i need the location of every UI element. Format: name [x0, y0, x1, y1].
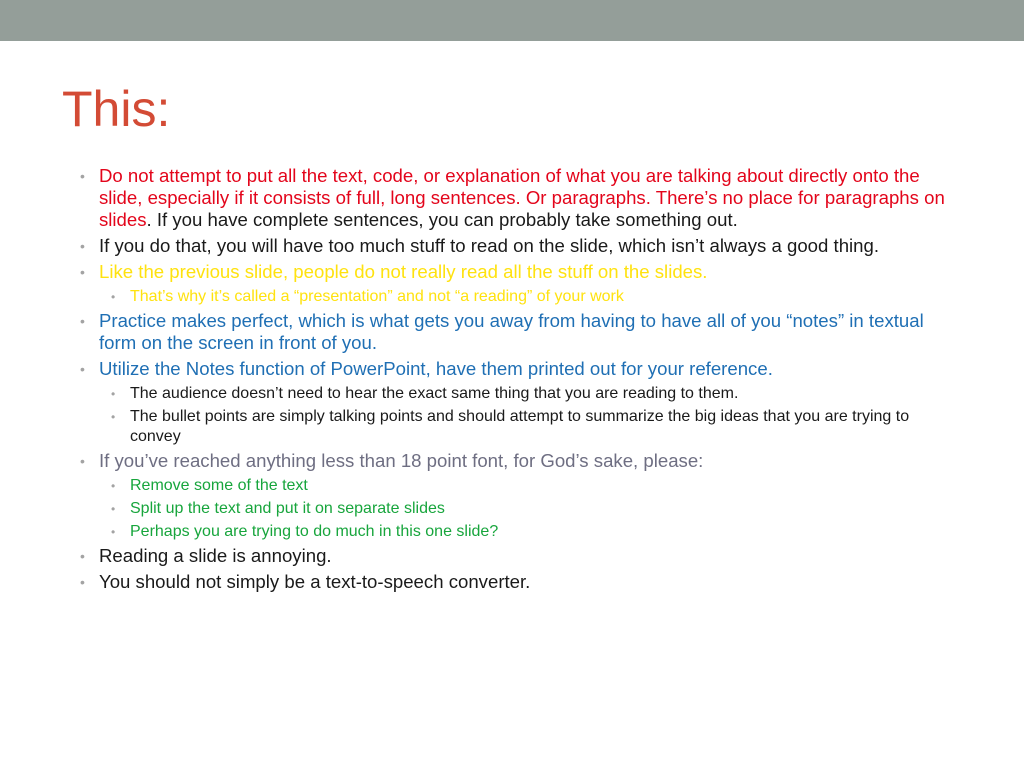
sub-bullet-item: [111, 407, 950, 447]
bullet-icon: •: [111, 290, 116, 304]
bullet-item: [80, 235, 950, 257]
bullet-icon: •: [111, 410, 116, 424]
bullet-text: [99, 235, 879, 256]
bullet-icon: •: [80, 168, 85, 184]
bullet-item: [80, 571, 950, 593]
bullet-icon: •: [111, 479, 116, 493]
bullet-item: [80, 450, 950, 472]
bullet-text: [130, 385, 738, 402]
sub-bullet-item: [111, 499, 950, 519]
bullet-text-segment: Like the previous slide, people do not really read all the stuff on the slides.: [99, 261, 708, 282]
bullet-text-segment: The bullet points are simply talking points and should attempt to summarize the big ideas that you are trying to convey: [130, 408, 910, 445]
bullet-icon: •: [80, 238, 85, 254]
bullet-text-segment: That’s why it’s called a “presentation” and not “a reading” of your work: [130, 288, 624, 305]
bullet-text-segment: You should not simply be a text-to-speech converter.: [99, 571, 531, 592]
bullet-text: [130, 288, 624, 305]
bullet-text: [99, 358, 773, 379]
sub-bullet-item: [111, 522, 950, 542]
bullet-icon: •: [80, 313, 85, 329]
bullet-text: [130, 500, 445, 517]
bullet-text: [130, 408, 909, 445]
bullet-icon: •: [111, 502, 116, 516]
bullet-icon: •: [80, 361, 85, 377]
bullet-text: [99, 310, 924, 353]
sub-bullet-item: [111, 384, 950, 404]
bullet-item: [80, 545, 950, 567]
bullet-text-segment: Split up the text and put it on separate slides: [130, 500, 445, 517]
bullet-text: [130, 477, 308, 494]
bullet-icon: •: [80, 548, 85, 564]
slide-body: [80, 165, 950, 597]
bullet-text-segment: Practice makes perfect, which is what gets you away from having to have all of you “notes” in textual form on the screen in front of you.: [99, 310, 924, 353]
bullet-item: [80, 358, 950, 380]
bullet-text: [99, 450, 703, 471]
bullet-text: [130, 523, 498, 540]
sub-bullet-item: [111, 476, 950, 496]
bullet-item: [80, 165, 950, 231]
bullet-item: [80, 310, 950, 354]
bullet-icon: •: [80, 453, 85, 469]
bullet-text-segment: Utilize the Notes function of PowerPoint, have them printed out for your reference.: [99, 358, 773, 379]
bullet-icon: •: [111, 387, 116, 401]
bullet-text-segment: Reading a slide is annoying.: [99, 545, 332, 566]
bullet-text: [99, 165, 945, 230]
bullet-text-segment: If you do that, you will have too much stuff to read on the slide, which isn’t always a good thing.: [99, 235, 880, 256]
top-band: [0, 0, 1024, 41]
bullet-text-segment: Do not attempt to put all the text, code, or explanation of what you are talking about directly onto the slide, especially if it consists of full, long sentences. Or paragraphs. There’s no place for paragraphs on slides: [99, 165, 945, 230]
bullet-text-segment: Perhaps you are trying to do much in this one slide?: [130, 523, 499, 540]
slide-title: This:: [62, 81, 171, 137]
bullet-text: [99, 571, 530, 592]
bullet-text: [99, 261, 707, 282]
bullet-item: [80, 261, 950, 283]
bullet-text-segment: Remove some of the text: [130, 477, 308, 494]
bullet-text-segment: If you’ve reached anything less than 18 point font, for God’s sake, please:: [99, 450, 704, 471]
bullet-icon: •: [80, 264, 85, 280]
bullet-text: [99, 545, 332, 566]
bullet-text-segment: . If you have complete sentences, you can probably take something out.: [146, 209, 738, 230]
bullet-text-segment: The audience doesn’t need to hear the exact same thing that you are reading to them.: [130, 385, 739, 402]
sub-bullet-item: [111, 287, 950, 307]
bullet-icon: •: [111, 525, 116, 539]
bullet-icon: •: [80, 574, 85, 590]
